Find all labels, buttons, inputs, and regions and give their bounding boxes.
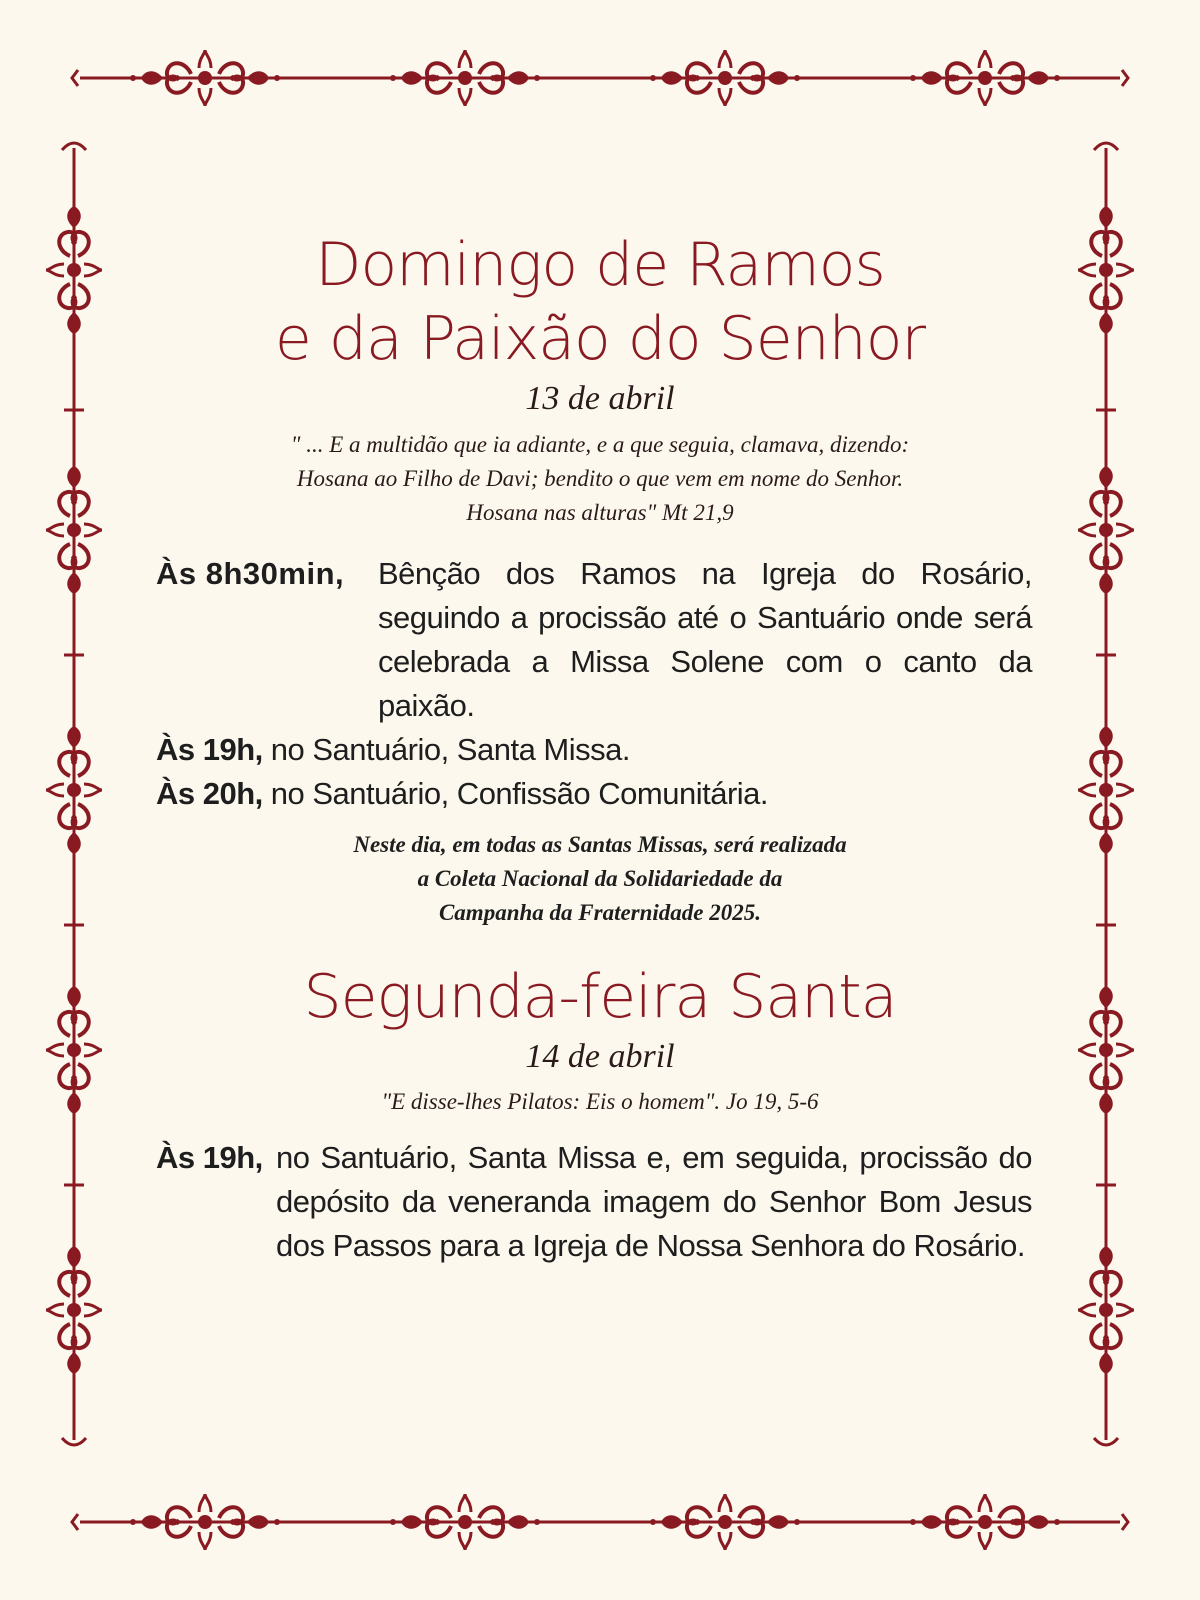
section1-quote: [150, 428, 1050, 530]
section2-quote: "E disse-lhes Pilatos: Eis o homem". Jo 19, 5-6: [381, 1089, 819, 1114]
schedule-text: no Santuário, Santa Missa e, em seguida, procissão do depósito da veneranda imagem do Senhor Bom Jesus dos Passos para a Igreja de Nossa Senhora do Rosário.: [276, 1140, 1032, 1263]
schedule-time: Às 20h,: [156, 776, 263, 811]
section1-note-line3: Campanha da Fraternidade 2025.: [438, 900, 762, 925]
schedule-item: [156, 552, 1032, 728]
section1-note-line2: a Coleta Nacional da Solidariedade da: [417, 866, 783, 891]
schedule-item: [156, 1136, 1032, 1268]
section1-title-line2: e da Paixão do Senhor: [274, 304, 926, 374]
schedule-time: Às 8h30min,: [156, 556, 345, 591]
schedule-text: no Santuário, Santa Missa.: [270, 732, 630, 767]
schedule-item: [156, 728, 1032, 772]
section1-schedule: [156, 552, 1032, 816]
section1-note: [150, 828, 1050, 930]
section1-quote-line1: " ... E a multidão que ia adiante, e a que seguia, clamava, dizendo:: [290, 432, 910, 457]
schedule-time: Às 19h,: [156, 732, 263, 767]
section1-date: 13 de abril: [525, 380, 675, 417]
section2-title: Segunda-feira Santa: [303, 962, 897, 1032]
section2-date: 14 de abril: [525, 1038, 675, 1075]
section1-note-line1: Neste dia, em todas as Santas Missas, será realizada: [353, 832, 847, 857]
schedule-text: Bênção dos Ramos na Igreja do Rosário, seguindo a procissão até o Santuário onde será celebrada a Missa Solene com o canto da paixão.: [378, 556, 1032, 723]
schedule-item: [156, 772, 1032, 816]
section2-schedule: [156, 1136, 1032, 1268]
schedule-time: Às 19h,: [156, 1140, 263, 1175]
schedule-text: no Santuário, Confissão Comunitária.: [270, 776, 769, 811]
section1-quote-line3: Hosana nas alturas" Mt 21,9: [466, 500, 734, 525]
section1-quote-line2: Hosana ao Filho de Davi; bendito o que vem em nome do Senhor.: [296, 466, 904, 491]
section1-title-line1: Domingo de Ramos: [315, 230, 885, 300]
